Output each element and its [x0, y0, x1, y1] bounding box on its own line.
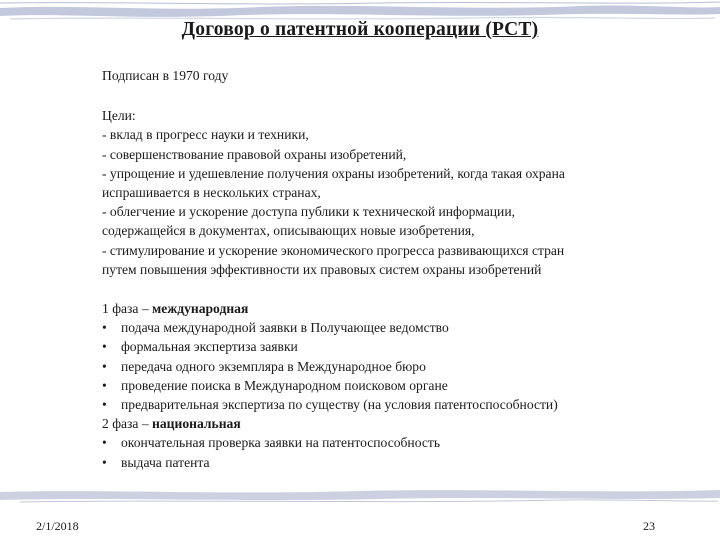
bullet-icon: • — [102, 397, 107, 413]
slide-number: 23 — [643, 519, 655, 533]
list-item-text: проведение поиска в Международном поисковом органе — [121, 377, 448, 393]
slide-body — [102, 66, 662, 472]
bottom-brush-stroke — [0, 486, 720, 506]
signed-line: Подписан в 1970 году — [102, 68, 229, 83]
list-item-text: передача одного экземпляра в Международное бюро — [121, 358, 426, 374]
phase1-name: международная — [152, 301, 249, 317]
goal-line: - вклад в прогресс науки и техники, — [102, 127, 309, 143]
bullet-icon: • — [102, 320, 107, 336]
list-item — [102, 337, 662, 356]
list-item-text: подача международной заявки в Получающее ведомство — [121, 320, 449, 336]
phase1-prefix: 1 фаза – — [102, 301, 153, 317]
bullet-icon: • — [102, 358, 107, 374]
phase2-name: национальная — [152, 416, 241, 432]
goal-line: испрашивается в нескольких странах, — [102, 185, 321, 201]
goal-line: путем повышения эффективности их правовых систем охраны изобретений — [102, 261, 542, 277]
phase2-prefix: 2 фаза – — [102, 416, 153, 432]
list-item-text: предварительная экспертиза по существу (на условия патентоспособности) — [121, 397, 558, 413]
bullet-icon: • — [102, 377, 107, 393]
phase2-heading — [102, 414, 662, 433]
phase1-heading — [102, 299, 662, 318]
bullet-icon: • — [102, 435, 107, 451]
list-item — [102, 376, 662, 395]
goal-line: - облегчение и ускорение доступа публики к технической информации, — [102, 204, 516, 220]
list-item — [102, 453, 662, 472]
footer-date: 2/1/2018 — [36, 519, 79, 533]
list-item — [102, 433, 662, 452]
goals-heading: Цели: — [102, 108, 136, 124]
list-item-text: окончательная проверка заявки на патентоспособность — [121, 435, 441, 451]
list-item-text: выдача патента — [121, 454, 210, 470]
list-item — [102, 357, 662, 376]
goal-line: - стимулирование и ускорение экономического прогресса развивающихся стран — [102, 242, 565, 258]
list-item — [102, 395, 662, 414]
list-item — [102, 318, 662, 337]
slide-title: Договор о патентной кооперации (PCT) — [181, 19, 539, 40]
goal-line: - совершенствование правовой охраны изобретений, — [102, 146, 407, 162]
bullet-icon: • — [102, 339, 107, 355]
bullet-icon: • — [102, 454, 107, 470]
list-item-text: формальная экспертиза заявки — [121, 339, 298, 355]
goal-line: - упрощение и удешевление получения охраны изобретений, когда такая охрана — [102, 165, 565, 181]
goal-line: содержащейся в документах, описывающих новые изобретения, — [102, 223, 475, 239]
